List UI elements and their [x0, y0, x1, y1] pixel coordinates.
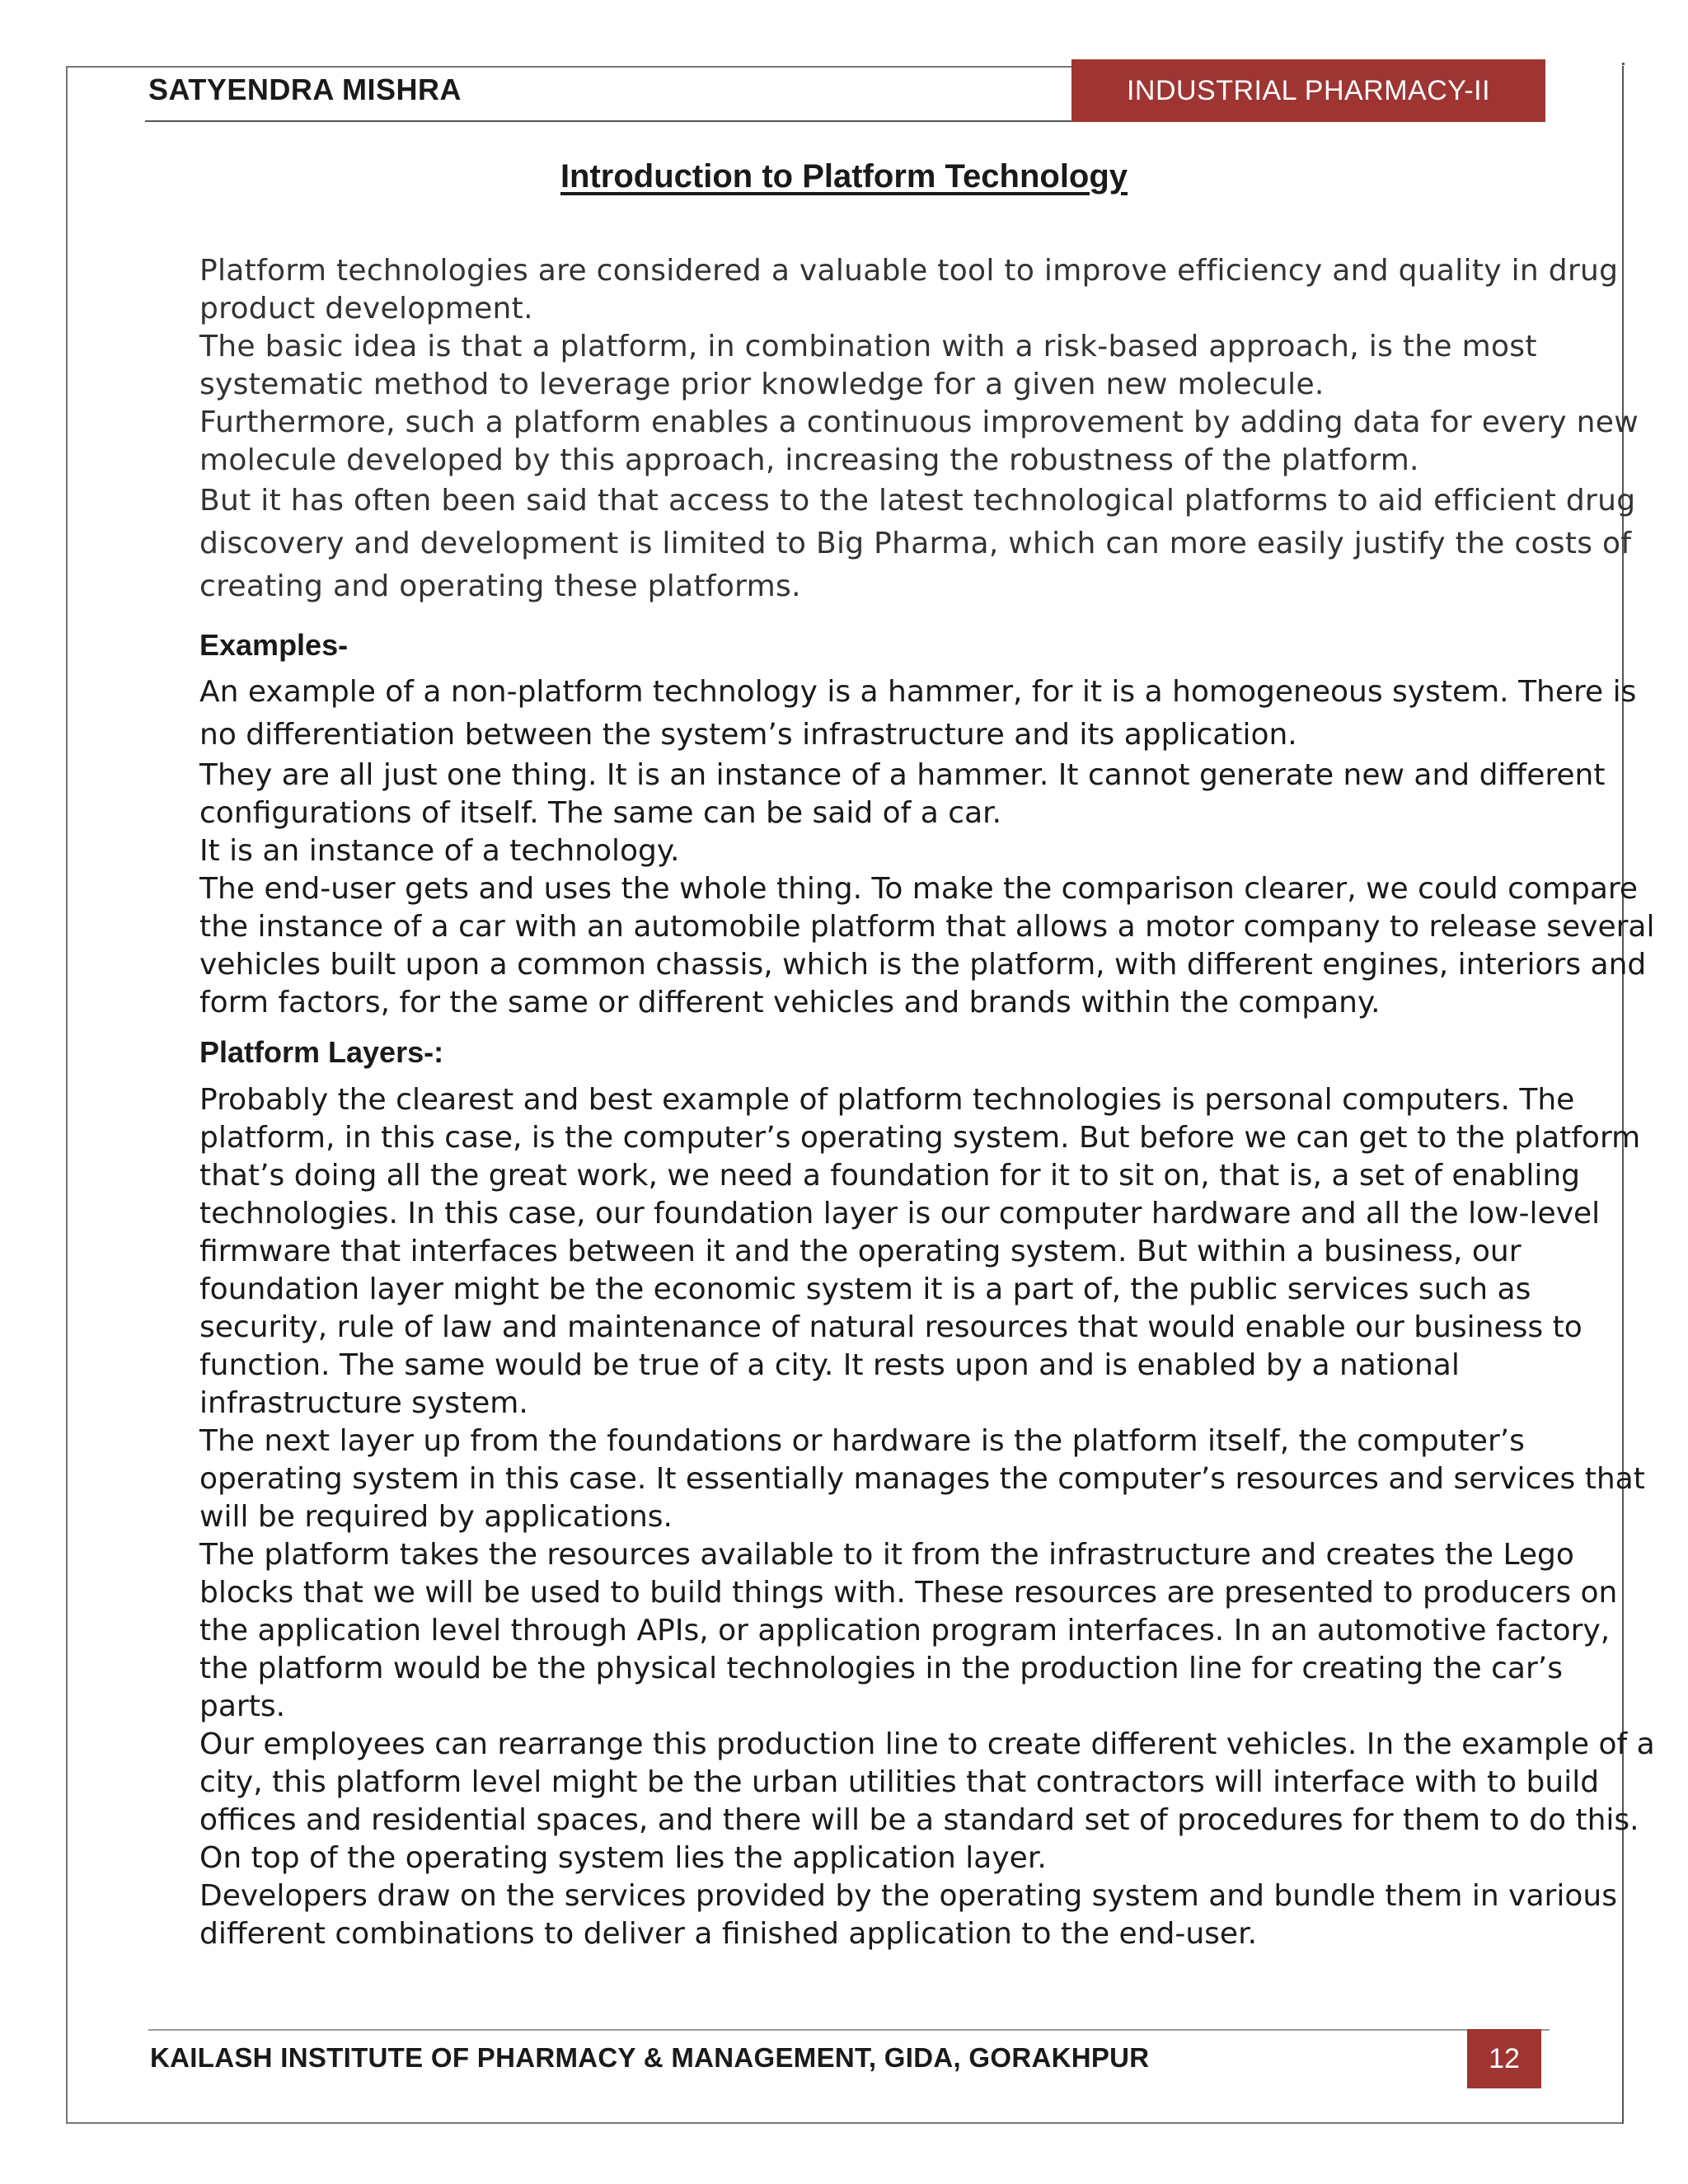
platform-layers-section	[199, 1081, 1667, 1953]
page-title	[0, 158, 1688, 195]
page-border-bottom	[66, 2122, 1624, 2124]
header-subject-badge: INDUSTRIAL PHARMACY-II	[1071, 59, 1545, 122]
layers-line: offices and residential spaces, and there will be a standard set of procedures for them to do this.	[199, 1803, 1639, 1837]
layers-line: that’s doing all the great work, we need a foundation for it to sit on, that is, a set of enabling	[199, 1159, 1580, 1193]
examples-line: An example of a non-platform technology is a hammer, for it is a homogeneous system. There is	[199, 675, 1637, 709]
examples-section	[199, 671, 1667, 1022]
layers-line: foundation layer might be the economic system it is a part of, the public services such as	[199, 1272, 1531, 1306]
footer-institute: KAILASH INSTITUTE OF PHARMACY & MANAGEMENT, GIDA, GORAKHPUR	[150, 2042, 1150, 2073]
intro-section	[199, 252, 1667, 608]
layers-line: operating system in this case. It essentially manages the computer’s resources and services that	[199, 1462, 1645, 1496]
layers-line: security, rule of law and maintenance of natural resources that would enable our business to	[199, 1310, 1582, 1344]
platform-layers-heading: Platform Layers-:	[199, 1035, 444, 1069]
intro-line: discovery and development is limited to Big Pharma, which can more easily justify the costs of	[199, 527, 1632, 560]
layers-line: platform, in this case, is the computer’s operating system. But before we can get to the platform	[199, 1121, 1641, 1155]
intro-line: Platform technologies are considered a valuable tool to improve efficiency and quality in drug	[199, 254, 1619, 288]
examples-line: no differentiation between the system’s infrastructure and its application.	[199, 718, 1297, 752]
border-corner-mark	[1622, 63, 1625, 65]
layers-line: city, this platform level might be the urban utilities that contractors will interface with to build	[199, 1765, 1600, 1799]
layers-line: infrastructure system.	[199, 1386, 528, 1420]
layers-line: blocks that we will be used to build things with. These resources are presented to producers on	[199, 1576, 1618, 1610]
layers-line: Probably the clearest and best example of platform technologies is personal computers. The	[199, 1083, 1575, 1117]
intro-line: molecule developed by this approach, increasing the robustness of the platform.	[199, 443, 1419, 477]
examples-line: It is an instance of a technology.	[199, 834, 680, 868]
page-title-text: Introduction to Platform Technology	[560, 158, 1128, 194]
page-border-left	[66, 66, 68, 2123]
layers-line: parts.	[199, 1690, 286, 1723]
page-number-badge: 12	[1467, 2029, 1541, 2088]
examples-line: vehicles built upon a common chassis, which is the platform, with different engines, interiors and	[199, 948, 1647, 982]
intro-line: creating and operating these platforms.	[199, 569, 801, 603]
layers-line: the platform would be the physical technologies in the production line for creating the car’s	[199, 1652, 1563, 1685]
layers-line: will be required by applications.	[199, 1500, 673, 1534]
examples-line: configurations of itself. The same can be said of a car.	[199, 796, 1002, 830]
layers-line: The next layer up from the foundations or hardware is the platform itself, the computer’s	[199, 1424, 1525, 1458]
header-divider	[145, 120, 1071, 122]
examples-heading: Examples-	[199, 628, 349, 662]
examples-line: They are all just one thing. It is an instance of a hammer. It cannot generate new and different	[199, 758, 1606, 792]
layers-line: On top of the operating system lies the application layer.	[199, 1841, 1047, 1875]
layers-line: function. The same would be true of a city. It rests upon and is enabled by a national	[199, 1348, 1460, 1382]
examples-line: The end-user gets and uses the whole thing. To make the comparison clearer, we could compare	[199, 872, 1639, 906]
page-border-top	[66, 66, 1071, 68]
intro-line: The basic idea is that a platform, in combination with a risk-based approach, is the most	[199, 330, 1537, 363]
examples-line: the instance of a car with an automobile platform that allows a motor company to release several	[199, 910, 1655, 944]
layers-line: Developers draw on the services provided by the operating system and bundle them in various	[199, 1879, 1617, 1913]
layers-line: technologies. In this case, our foundation layer is our computer hardware and all the low-level	[199, 1197, 1601, 1230]
layers-line: different combinations to deliver a finished application to the end-user.	[199, 1917, 1258, 1951]
intro-line: product development.	[199, 292, 533, 326]
intro-line: systematic method to leverage prior knowledge for a given new molecule.	[199, 368, 1325, 401]
examples-line: form factors, for the same or different vehicles and brands within the company.	[199, 986, 1381, 1019]
layers-line: firmware that interfaces between it and the operating system. But within a business, our	[199, 1235, 1522, 1268]
document-body	[199, 252, 1667, 1953]
intro-line: Furthermore, such a platform enables a continuous improvement by adding data for every new	[199, 405, 1639, 439]
layers-line: Our employees can rearrange this production line to create different vehicles. In the example of a	[199, 1727, 1655, 1761]
intro-line: But it has often been said that access to the latest technological platforms to aid efficient drug	[199, 484, 1636, 518]
footer-divider	[148, 2029, 1550, 2031]
layers-line: The platform takes the resources available to it from the infrastructure and creates the Lego	[199, 1538, 1574, 1572]
layers-line: the application level through APIs, or application program interfaces. In an automotive factory,	[199, 1614, 1611, 1647]
header-author: SATYENDRA MISHRA	[148, 73, 462, 106]
